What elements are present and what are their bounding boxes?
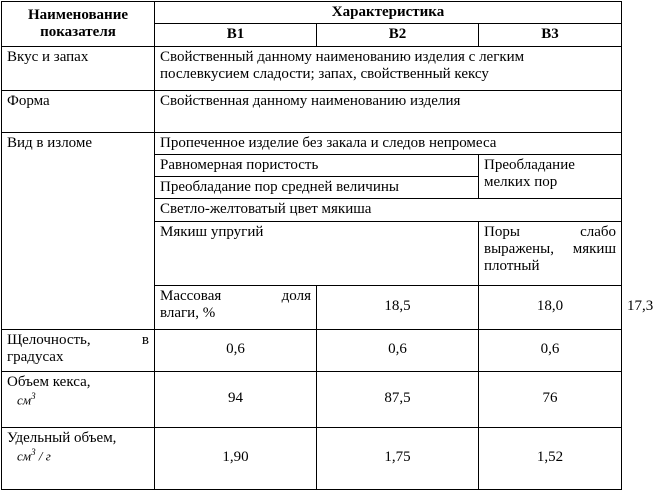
volume-unit-base: см bbox=[17, 392, 32, 408]
specific-volume-b2: 1,75 bbox=[317, 427, 479, 489]
quality-table: Наименование показателя Характеристика B1 B2 B3 Вкус и запах Свойственный данному наименованию изделия с легким послевкусием сладости; запах, свойственный кексу Форма Свойственная данному наименованию изделия Вид в изломе Пропеченное изделие без закала и следов непромеса Равномерная пористость Преобладание мелких пор Преобладание пор средней величины Светло-желтоватый цвет мякиша Мякиш упругий Поры слабо выражены, мякиш плотный Массовая доля влаги, % 18,5 18,0 17,3 Щелочность, в градусах 0,6 0,6 0,6 Объем кекса, $см^3$ 94 87,5 76 Удельный объем, $см^3$ / г 1,90 1,75 1,52 bbox=[1, 1, 622, 490]
alkalinity-label-line1: Щелочность, в bbox=[7, 331, 149, 348]
volume-label-text: Объем кекса, bbox=[7, 373, 91, 390]
row-shape-label: Форма bbox=[2, 90, 155, 132]
header-b1: B1 bbox=[155, 24, 317, 46]
row-fracture-baked: Пропеченное изделие без закала и следов непромеса bbox=[155, 132, 622, 154]
row-fracture-elastic: Мякиш упругий bbox=[155, 221, 479, 285]
alkalinity-b2: 0,6 bbox=[317, 329, 479, 371]
specific-volume-unit bbox=[17, 447, 149, 464]
specific-volume-b1: 1,90 bbox=[155, 427, 317, 489]
row-fracture-b3-pores: Поры слабо выражены, мякиш плотный bbox=[479, 221, 622, 285]
row-taste-label: Вкус и запах bbox=[2, 46, 155, 90]
row-shape-value: Свойственная данному наименованию изделия bbox=[155, 90, 622, 132]
row-fracture-label: Вид в изломе bbox=[2, 132, 155, 329]
row-taste-value: Свойственный данному наименованию изделия с легким послевкусием сладости; запах, свойственный кексу bbox=[155, 46, 622, 90]
alkalinity-b3: 0,6 bbox=[479, 329, 622, 371]
moisture-label-line2: влаги, % bbox=[160, 304, 216, 321]
header-characteristic: Характеристика bbox=[155, 2, 622, 24]
row-fracture-crumb-color: Светло-желтоватый цвет мякиша bbox=[155, 199, 622, 221]
moisture-b1: 18,5 bbox=[317, 285, 479, 329]
row-fracture-small-pores-b3: Преобладание мелких пор bbox=[479, 154, 622, 199]
specific-volume-unit-base: см bbox=[17, 448, 32, 464]
volume-b2: 87,5 bbox=[317, 371, 479, 427]
volume-unit-sup: 3 bbox=[31, 390, 36, 401]
row-specific-volume-label bbox=[2, 427, 155, 489]
volume-unit bbox=[17, 391, 149, 408]
specific-volume-unit-sup: 3 bbox=[31, 446, 36, 457]
specific-volume-b3: 1,52 bbox=[479, 427, 622, 489]
header-b2: B2 bbox=[317, 24, 479, 46]
moisture-label-line1: Массовая доля bbox=[160, 287, 311, 304]
row-alkalinity-label bbox=[2, 329, 155, 371]
row-fracture-uniform-porosity: Равномерная пористость bbox=[155, 154, 479, 176]
alkalinity-label-line2: градусах bbox=[7, 348, 64, 365]
row-volume-label bbox=[2, 371, 155, 427]
row-fracture-medium-pores: Преобладание пор средней величины bbox=[155, 177, 479, 199]
header-indicator: Наименование показателя bbox=[2, 2, 155, 47]
volume-b3: 76 bbox=[479, 371, 622, 427]
specific-volume-unit-tail: / г bbox=[35, 448, 51, 464]
row-moisture-label bbox=[155, 285, 317, 329]
specific-volume-label-text: Удельный объем, bbox=[7, 429, 117, 446]
alkalinity-b1: 0,6 bbox=[155, 329, 317, 371]
header-b3: B3 bbox=[479, 24, 622, 46]
moisture-b2: 18,0 bbox=[479, 285, 622, 329]
volume-b1: 94 bbox=[155, 371, 317, 427]
